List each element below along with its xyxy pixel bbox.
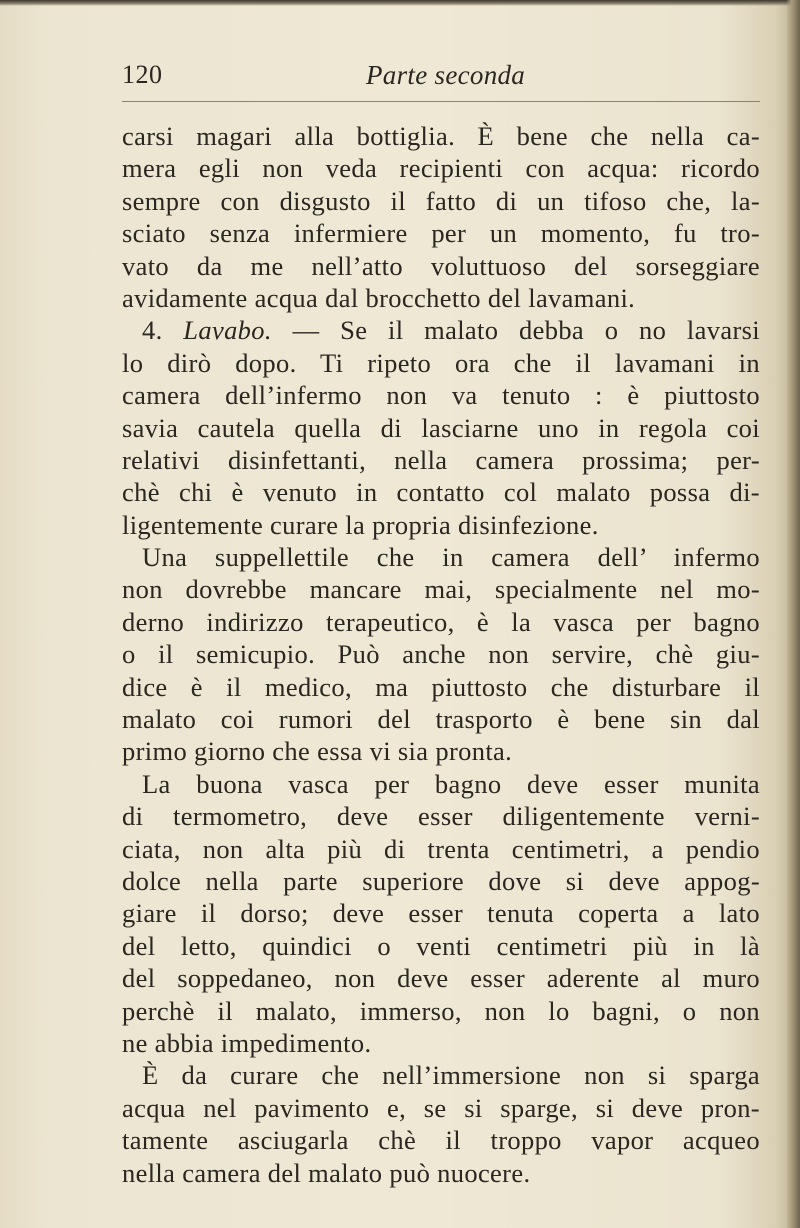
page-binding-shadow	[786, 0, 800, 1228]
text-line: nella camera del malato può nuocere.	[122, 1157, 531, 1188]
section-number: 4.	[142, 315, 163, 346]
section-4-line	[122, 314, 760, 346]
text-line: derno indirizzo terapeutico, è la vasca per bagno	[122, 606, 760, 637]
text-line: tamente asciugarla chè il troppo vapor acqueo	[122, 1125, 760, 1156]
text-line: camera dell’infermo non va tenuto : è piuttosto	[122, 380, 760, 411]
text-line: dice è il medico, ma piuttosto che disturbare il	[122, 671, 760, 702]
running-head: Parte seconda	[366, 60, 526, 90]
text-line: o il semicupio. Può anche non servire, chè giu-	[122, 639, 760, 670]
text-line: lo dirò dopo. Ti ripeto ora che il lavamani in	[122, 347, 760, 378]
text-line: — Se il malato debba o no lavarsi	[292, 315, 761, 346]
page-number: 120	[122, 60, 163, 89]
text-line: vato da me nell’atto voluttuoso del sorseggiare	[122, 250, 760, 281]
text-line: chè chi è venuto in contatto col malato possa di-	[122, 477, 760, 508]
body-text	[122, 120, 760, 1189]
text-line: perchè il malato, immerso, non lo bagni, o non	[122, 995, 760, 1026]
text-line: non dovrebbe mancare mai, specialmente nel mo-	[122, 574, 760, 605]
text-line: È da curare che nell’immersione non si sparga	[142, 1060, 760, 1091]
text-line: del letto, quindici o venti centimetri più in là	[122, 930, 760, 961]
text-line: avidamente acqua dal brocchetto del lavamani.	[122, 282, 636, 313]
text-line: sciato senza infermiere per un momento, fu tro-	[122, 218, 760, 249]
page-header	[122, 60, 762, 94]
text-line: La buona vasca per bagno deve esser munita	[142, 768, 760, 799]
text-line: carsi magari alla bottiglia. È bene che nella ca-	[122, 121, 760, 151]
text-line: sempre con disgusto il fatto di un tifoso che, la-	[122, 185, 760, 216]
page-top-edge	[0, 0, 800, 6]
text-line: del soppedaneo, non deve esser aderente al muro	[122, 963, 760, 994]
text-line: Una suppellettile che in camera dell’ infermo	[142, 542, 760, 573]
text-line: primo giorno che essa vi sia pronta.	[122, 736, 513, 767]
text-line: ne abbia impedimento.	[122, 1027, 372, 1058]
text-line: savia cautela quella di lasciarne uno in regola coi	[122, 412, 760, 443]
text-line: relativi disinfettanti, nella camera prossima; per-	[122, 444, 760, 475]
header-rule	[122, 101, 760, 102]
text-line: ligentemente curare la propria disinfezione.	[122, 509, 599, 540]
section-title: Lavabo.	[183, 315, 272, 346]
text-line: malato coi rumori del trasporto è bene sin dal	[122, 704, 760, 735]
text-line: ciata, non alta più di trenta centimetri, a pendio	[122, 833, 760, 864]
text-line: mera egli non veda recipienti con acqua: ricordo	[122, 153, 760, 184]
text-line: acqua nel pavimento e, se si sparge, si deve pron-	[122, 1092, 760, 1123]
text-line: di termometro, deve esser diligentemente verni-	[122, 801, 760, 832]
text-line: dolce nella parte superiore dove si deve appog-	[122, 865, 760, 896]
text-line: giare il dorso; deve esser tenuta coperta a lato	[122, 898, 760, 929]
